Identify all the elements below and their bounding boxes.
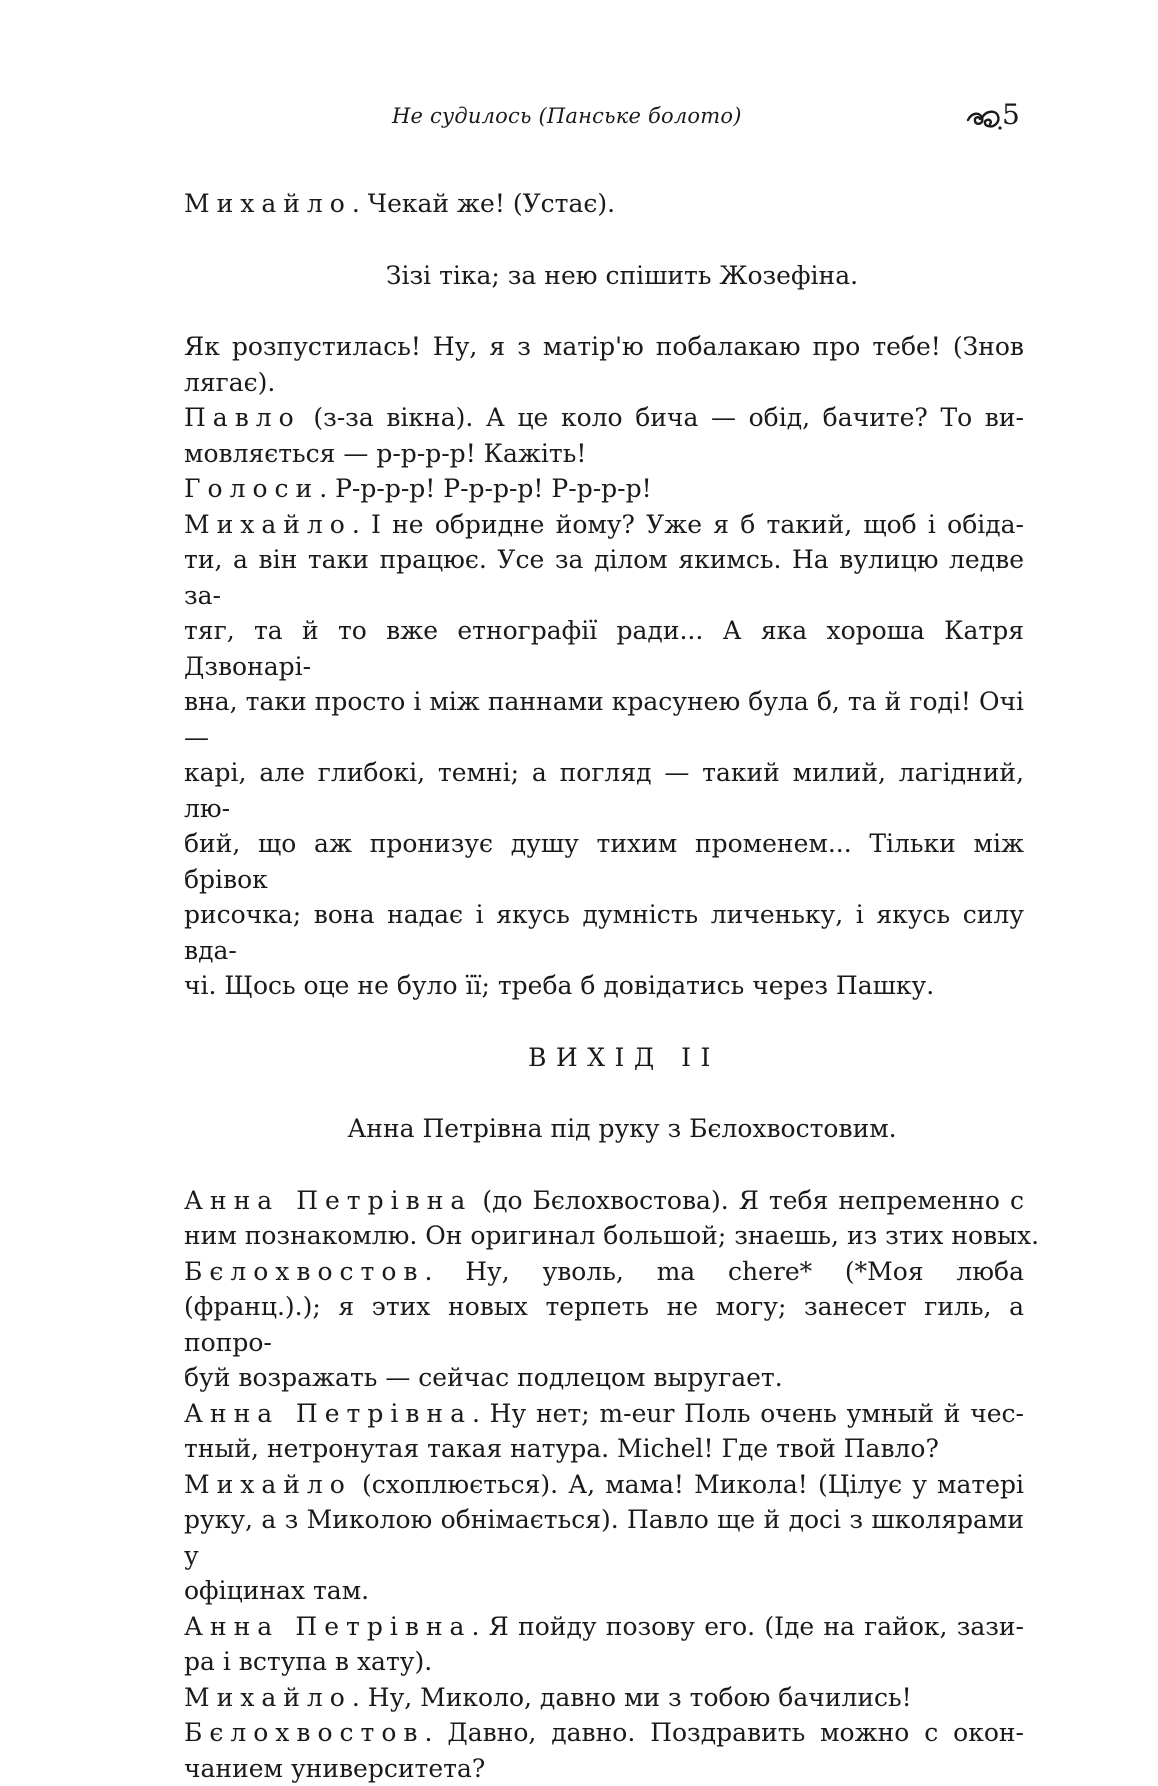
line-text: Як розпустилась! Ну, я з матір'ю побалакаю про тебе! (Знов bbox=[184, 332, 1024, 361]
speaker-name: Анна Петрівна bbox=[184, 1399, 472, 1428]
speech bbox=[184, 400, 1024, 471]
line-text: чанием университета? bbox=[184, 1754, 485, 1783]
line-text: . Ну, Миколо, давно ми з тобою бачились! bbox=[352, 1683, 912, 1712]
line-text: карі, але глибокі, темні; а погляд — такий милий, лагідний, лю- bbox=[184, 758, 1024, 823]
speech bbox=[184, 1715, 1024, 1786]
text-line bbox=[184, 365, 1024, 401]
speaker-name: Павло bbox=[184, 403, 301, 432]
page-number: 5 bbox=[1002, 98, 1020, 131]
speech bbox=[184, 1254, 1024, 1396]
text-line bbox=[184, 1431, 1024, 1467]
spacer bbox=[184, 1004, 1024, 1040]
text-line bbox=[184, 1573, 1024, 1609]
text-line bbox=[184, 1396, 1024, 1432]
play-text bbox=[184, 186, 1024, 1786]
text-line bbox=[184, 471, 1024, 507]
running-title: Не судилось (Панське болото) bbox=[392, 104, 742, 128]
line-text: ра і вступа в хату). bbox=[184, 1647, 432, 1676]
text-line bbox=[184, 1360, 1024, 1396]
page-header bbox=[182, 98, 1022, 138]
paragraph bbox=[184, 329, 1024, 400]
line-text: тный, нетронутая такая натура. Michel! Где твой Павло? bbox=[184, 1434, 939, 1463]
text-line bbox=[184, 1680, 1024, 1716]
text-line bbox=[184, 1715, 1024, 1751]
line-text: (до Бєлохвостова). Я тебя непременно с bbox=[472, 1186, 1024, 1215]
line-text: . Чекай же! (Устає). bbox=[352, 189, 615, 218]
text-line bbox=[184, 1751, 1024, 1786]
speaker-name: Михайло bbox=[184, 1470, 352, 1499]
text-line bbox=[184, 968, 1024, 1004]
speaker-name: Анна Петрівна bbox=[184, 1612, 471, 1641]
speech bbox=[184, 471, 1024, 507]
line-text: . Я пойду позову его. (Іде на гайок, зази- bbox=[471, 1612, 1024, 1641]
line-text: . І не обридне йому? Уже я б такий, щоб і обіда- bbox=[352, 510, 1024, 539]
spacer bbox=[184, 1075, 1024, 1111]
line-text: буй возражать — сейчас подлецом выругает. bbox=[184, 1363, 783, 1392]
spacer bbox=[184, 293, 1024, 329]
stage-direction: Анна Петрівна під руку з Бєлохвостовим. bbox=[184, 1111, 1024, 1147]
line-text: лягає). bbox=[184, 368, 275, 397]
text-line bbox=[184, 542, 1024, 613]
spacer bbox=[184, 1147, 1024, 1183]
line-text: . Ну нет; m-eur Поль очень умный й чес- bbox=[472, 1399, 1024, 1428]
speech bbox=[184, 1396, 1024, 1467]
speaker-name: Анна Петрівна bbox=[184, 1186, 472, 1215]
line-text: бий, що аж пронизує душу тихим променем... Тільки між брівок bbox=[184, 829, 1024, 894]
line-text: вна, таки просто і між паннами красунею була б, та й годі! Очі — bbox=[184, 687, 1024, 752]
text-line bbox=[184, 329, 1024, 365]
speech bbox=[184, 1183, 1024, 1254]
line-text: ти, а він таки працює. Усе за ділом якимсь. На вулицю ледве за- bbox=[184, 545, 1024, 610]
text-line bbox=[184, 897, 1024, 968]
text-line bbox=[184, 1254, 1024, 1290]
line-text: (франц.).); я этих новых терпеть не могу; занесет гиль, а попро- bbox=[184, 1292, 1024, 1357]
line-text: (схоплюється). А, мама! Микола! (Цілує у матері bbox=[352, 1470, 1024, 1499]
line-text: рисочка; вона надає і якусь думність личеньку, і якусь силу вда- bbox=[184, 900, 1024, 965]
text-line bbox=[184, 400, 1024, 436]
line-text: ним познакомлю. Он оригинал большой; знаешь, из зтих новых. bbox=[184, 1221, 1039, 1250]
speech bbox=[184, 1467, 1024, 1609]
floral-ornament-icon bbox=[966, 106, 1002, 132]
text-line bbox=[184, 1609, 1024, 1645]
line-text: офіцинах там. bbox=[184, 1576, 369, 1605]
text-line bbox=[184, 436, 1024, 472]
line-text: . Давно, давно. Поздравить можно с окон- bbox=[425, 1718, 1025, 1747]
text-line bbox=[184, 1183, 1024, 1219]
line-text: руку, а з Миколою обнімається). Павло ще й досі з школярами у bbox=[184, 1505, 1024, 1570]
speaker-name: Михайло bbox=[184, 510, 352, 539]
text-line bbox=[184, 613, 1024, 684]
speech bbox=[184, 186, 1024, 222]
text-line bbox=[184, 826, 1024, 897]
spacer bbox=[184, 222, 1024, 258]
speaker-name: Бєлохвостов bbox=[184, 1257, 425, 1286]
line-text: . Ну, уволь, ma chere* (*Моя люба bbox=[425, 1257, 1025, 1286]
text-line bbox=[184, 1644, 1024, 1680]
scene-heading: ВИХІД II bbox=[184, 1040, 1024, 1076]
text-line bbox=[184, 186, 1024, 222]
line-text: мовляється — р-р-р-р! Кажіть! bbox=[184, 439, 586, 468]
text-line bbox=[184, 1467, 1024, 1503]
speaker-name: Голоси bbox=[184, 474, 319, 503]
speech bbox=[184, 507, 1024, 1004]
text-line bbox=[184, 755, 1024, 826]
speech bbox=[184, 1609, 1024, 1680]
text-line bbox=[184, 507, 1024, 543]
line-text: (з-за вікна). А це коло бича — обід, бачите? То ви- bbox=[301, 403, 1024, 432]
line-text: . Р-р-р-р! Р-р-р-р! Р-р-р-р! bbox=[319, 474, 651, 503]
speaker-name: Михайло bbox=[184, 189, 352, 218]
text-line bbox=[184, 1218, 1024, 1254]
line-text: тяг, та й то вже етнографії ради... А яка хороша Катря Дзвонарі- bbox=[184, 616, 1024, 681]
text-line bbox=[184, 1289, 1024, 1360]
speech bbox=[184, 1680, 1024, 1716]
text-line bbox=[184, 1502, 1024, 1573]
line-text: чі. Щось оце не було її; треба б довідатись через Пашку. bbox=[184, 971, 934, 1000]
speaker-name: Михайло bbox=[184, 1683, 352, 1712]
stage-direction: Зізі тіка; за нею спішить Жозефіна. bbox=[184, 258, 1024, 294]
speaker-name: Бєлохвостов bbox=[184, 1718, 425, 1747]
text-line bbox=[184, 684, 1024, 755]
